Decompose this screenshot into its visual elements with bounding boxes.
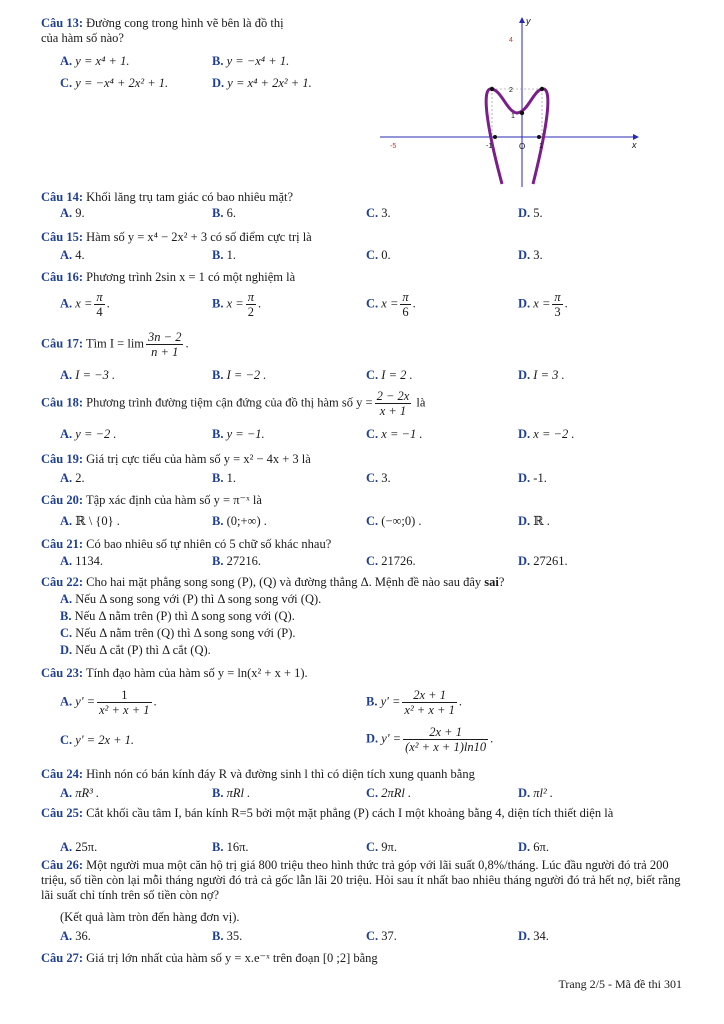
tick-label-y-4: 4 (509, 37, 513, 44)
tick-label-x-1: 1 (539, 143, 543, 150)
option-d[interactable]: D. πl² . (518, 786, 554, 800)
question-20: Câu 20: Tập xác định của hàm số y = π⁻ˣ là (41, 493, 262, 507)
question-19: Câu 19: Giá trị cực tiểu của hàm số y = x² − 4x + 3 là (41, 452, 311, 466)
option-c[interactable]: C. I = 2 . (366, 368, 413, 382)
question-26-note: (Kết quả làm tròn đến hàng đơn vị). (60, 910, 240, 924)
option-a[interactable]: A. 2. (60, 471, 85, 485)
option-a[interactable]: A. x = $\frac{\pi}{4}$ . (60, 290, 110, 319)
question-text-cont: của hàm số nào? (41, 31, 124, 45)
statement-a[interactable]: A. Nếu Δ song song với (P) thì Δ song song với (Q). (60, 592, 322, 606)
option-a[interactable]: A. 9. (60, 206, 85, 220)
option-a[interactable]: A. y' = $\frac{1}{\text{x² + x + 1}}$ . (60, 688, 157, 717)
option-a[interactable]: A. 1134. (60, 554, 103, 568)
option-c[interactable]: C. y' = 2x + 1. (60, 733, 135, 747)
point-y-intercept (520, 111, 524, 115)
point-root-left (493, 135, 497, 139)
option-c[interactable]: C. 37. (366, 929, 397, 943)
question-25: Câu 25: Cắt khối cầu tâm I, bán kính R=5 bởi một mặt phẳng (P) cách I một khoảng bằng 4, diện tích thiết diện là (41, 806, 614, 820)
option-b[interactable]: B. πRl . (212, 786, 251, 800)
option-d[interactable]: D. 5. (518, 206, 543, 220)
option-a[interactable]: A. πR³ . (60, 786, 100, 800)
option-b[interactable]: B. 27216. (212, 554, 261, 568)
question-26: Câu 26: Một người mua một căn hộ trị giá 800 triệu theo hình thức trả góp với lãi suất 0,8%/tháng. Lúc đầu người đó trả 200 triệu, số tiền còn lại mỗi tháng người đó trả cả gốc lẫn lãi 20 triệu. Hỏi sau ít nhất bao nhiêu tháng người đó trả hết nợ, biết rằng lãi suất chỉ tính trên số tiền còn nợ? (41, 858, 681, 902)
question-27: Câu 27: Giá trị lớn nhất của hàm số y = x.e⁻ˣ trên đoạn [0 ;2] bằng (41, 951, 378, 965)
option-c[interactable]: C. x = −1 . (366, 427, 423, 441)
option-a[interactable]: A. I = −3 . (60, 368, 116, 382)
point-left-max (490, 87, 494, 91)
question-17: Câu 17: Tìm I = lim $\frac{3n - 2}{n + 1}$ . (41, 330, 189, 359)
option-d[interactable]: D. y' = $\frac{2x + 1}{\text{(x² + x + 1)ln10}}$ . (366, 725, 494, 754)
option-d[interactable]: D. y = x⁴ + 2x² + 1. (212, 76, 312, 90)
tick-label-origin: O (519, 142, 526, 151)
option-b[interactable]: B. I = −2 . (212, 368, 267, 382)
tick-label-x-neg1: -1 (486, 143, 493, 150)
point-root-right (537, 135, 541, 139)
option-a[interactable]: A. 4. (60, 248, 85, 262)
option-c[interactable]: C. 3. (366, 206, 391, 220)
tick-label-x-neg5: -5 (390, 143, 397, 150)
question-23: Câu 23: Tính đạo hàm của hàm số y = ln(x² + x + 1). (41, 666, 308, 680)
question-24: Câu 24: Hình nón có bán kính đáy R và đường sinh l thì có diện tích xung quanh bằng (41, 767, 475, 781)
axis-label-y: y (526, 16, 531, 26)
page-footer: Trang 2/5 - Mã đề thi 301 (558, 977, 682, 991)
option-d[interactable]: D. I = 3 . (518, 368, 565, 382)
option-c[interactable]: C. 21726. (366, 554, 416, 568)
option-d[interactable]: D. 34. (518, 929, 549, 943)
option-c[interactable]: C. y = −x⁴ + 2x² + 1. (60, 76, 169, 90)
option-d[interactable]: D. x = −2 . (518, 427, 575, 441)
question-text: Đường cong trong hình vẽ bên là đồ thị (86, 16, 284, 30)
statement-c[interactable]: C. Nếu Δ nằm trên (Q) thì Δ song song với (P). (60, 626, 296, 640)
option-b[interactable]: B. (0;+∞) . (212, 514, 267, 528)
option-d[interactable]: D. 3. (518, 248, 543, 262)
option-d[interactable]: D. ℝ . (518, 514, 550, 528)
option-b[interactable]: B. y = −x⁴ + 1. (212, 54, 290, 68)
statement-d[interactable]: D. Nếu Δ cắt (P) thì Δ cắt (Q). (60, 643, 211, 657)
option-a[interactable]: A. y = x⁴ + 1. (60, 54, 130, 68)
question-14: Câu 14: Khối lăng trụ tam giác có bao nhiêu mặt? (41, 190, 294, 204)
option-b[interactable]: B. 35. (212, 929, 243, 943)
tick-label-y-1: 1 (511, 113, 515, 120)
option-c[interactable]: C. 0. (366, 248, 391, 262)
function-graph (370, 12, 650, 192)
option-b[interactable]: B. y' = $\frac{2x + 1}{\text{x² + x + 1}}$ . (366, 688, 462, 717)
axis-label-x: x (632, 140, 637, 150)
option-b[interactable]: B. 1. (212, 471, 236, 485)
question-22: Câu 22: Cho hai mặt phẳng song song (P), (Q) và đường thẳng Δ. Mệnh đề nào sau đây sai? (41, 575, 505, 589)
option-a[interactable]: A. y = −2 . (60, 427, 117, 441)
question-13 (41, 16, 344, 46)
question-21: Câu 21: Có bao nhiêu số tự nhiên có 5 chữ số khác nhau? (41, 537, 332, 551)
statement-b[interactable]: B. Nếu Δ nằm trên (P) thì Δ song song với (Q). (60, 609, 295, 623)
option-c[interactable]: C. (−∞;0) . (366, 514, 422, 528)
tick-label-y-2: 2 (509, 87, 513, 94)
question-15: Câu 15: Hàm số y = x⁴ − 2x² + 3 có số điểm cực trị là (41, 230, 312, 244)
option-c[interactable]: C. 3. (366, 471, 391, 485)
question-16: Câu 16: Phương trình 2sin x = 1 có một nghiệm là (41, 270, 296, 284)
point-right-max (540, 87, 544, 91)
option-b[interactable]: B. 6. (212, 206, 236, 220)
option-c[interactable]: C. x = $\frac{\pi}{6}$ . (366, 290, 416, 319)
option-b[interactable]: B. x = $\frac{\pi}{2}$ . (212, 290, 262, 319)
option-b[interactable]: B. 16π. (212, 840, 249, 854)
option-d[interactable]: D. 6π. (518, 840, 549, 854)
option-d[interactable]: D. 27261. (518, 554, 568, 568)
question-label: Câu 13: (41, 16, 84, 30)
question-18: Câu 18: Phương trình đường tiệm cận đứng của đồ thị hàm số y = $\frac{2 - 2x}{x + 1}$ là (41, 389, 426, 418)
option-a[interactable]: A. 25π. (60, 840, 98, 854)
option-a[interactable]: A. ℝ \ {0} . (60, 514, 120, 528)
option-d[interactable]: D. x = $\frac{\pi}{3}$ . (518, 290, 568, 319)
option-b[interactable]: B. y = −1. (212, 427, 265, 441)
option-d[interactable]: D. -1. (518, 471, 547, 485)
option-b[interactable]: B. 1. (212, 248, 236, 262)
option-a[interactable]: A. 36. (60, 929, 91, 943)
option-c[interactable]: C. 9π. (366, 840, 397, 854)
option-c[interactable]: C. 2πRl . (366, 786, 412, 800)
